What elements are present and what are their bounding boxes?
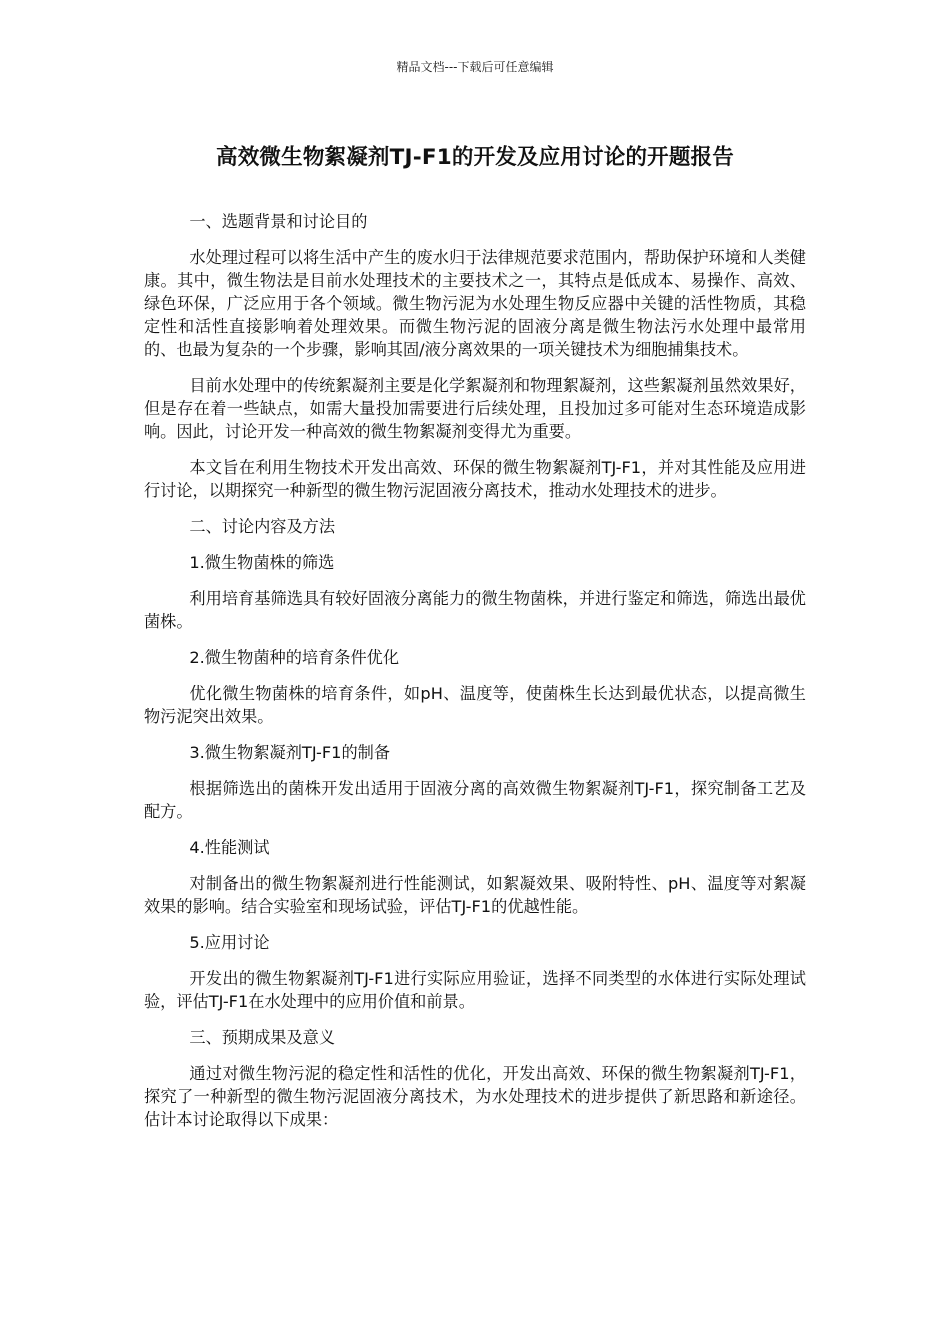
paragraph: 对制备出的微生物絮凝剂进行性能测试，如絮凝效果、吸附特性、pH、温度等对絮凝效果的影响。结合实验室和现场试验，评估TJ-F1的优越性能。: [144, 874, 806, 916]
section-heading-3: 三、预期成果及意义: [189, 1028, 336, 1047]
paragraph: 水处理过程可以将生活中产生的废水归于法律规范要求范围内，帮助保护环境和人类健康。其中，微生物法是目前水处理技术的主要技术之一，其特点是低成本、易操作、高效、绿色环保，广泛应用于各个领域。微生物污泥为水处理生物反应器中关键的活性物质，其稳定性和活性直接影响着处理效果。而微生物污泥的固液分离是微生物法污水处理中最常用的、也最为复杂的一个步骤，影响其固/液分离效果的一项关键技术为细胞捕集技术。: [144, 248, 806, 359]
section-heading-1: 一、选题背景和讨论目的: [189, 212, 368, 231]
subsection-heading: 2.微生物菌种的培育条件优化: [189, 648, 400, 667]
subsection-heading: 5.应用讨论: [189, 933, 270, 952]
document-body: [144, 210, 806, 1144]
document-title: 高效微生物絮凝剂TJ-F1的开发及应用讨论的开题报告: [216, 145, 734, 170]
paragraph: 根据筛选出的菌株开发出适用于固液分离的高效微生物絮凝剂TJ-F1，探究制备工艺及配方。: [144, 779, 806, 821]
subsection-heading: 3.微生物絮凝剂TJ-F1的制备: [189, 743, 391, 762]
page-header: 精品文档---下载后可任意编辑: [396, 60, 554, 74]
paragraph: 本文旨在利用生物技术开发出高效、环保的微生物絮凝剂TJ-F1，并对其性能及应用进行讨论，以期探究一种新型的微生物污泥固液分离技术，推动水处理技术的进步。: [144, 458, 806, 500]
paragraph: 目前水处理中的传统絮凝剂主要是化学絮凝剂和物理絮凝剂，这些絮凝剂虽然效果好，但是存在着一些缺点，如需大量投加需要进行后续处理，且投加过多可能对生态环境造成影响。因此，讨论开发一种高效的微生物絮凝剂变得尤为重要。: [144, 376, 806, 441]
subsection-heading: 1.微生物菌株的筛选: [189, 553, 335, 572]
paragraph: 开发出的微生物絮凝剂TJ-F1进行实际应用验证，选择不同类型的水体进行实际处理试验，评估TJ-F1在水处理中的应用价值和前景。: [144, 969, 806, 1011]
paragraph: 利用培育基筛选具有较好固液分离能力的微生物菌株，并进行鉴定和筛选，筛选出最优菌株。: [144, 589, 806, 631]
subsection-heading: 4.性能测试: [189, 838, 270, 857]
paragraph: 通过对微生物污泥的稳定性和活性的优化，开发出高效、环保的微生物絮凝剂TJ-F1，探究了一种新型的微生物污泥固液分离技术，为水处理技术的进步提供了新思路和新途径。估计本讨论取得以下成果：: [144, 1064, 806, 1129]
section-heading-2: 二、讨论内容及方法: [189, 517, 336, 536]
paragraph: 优化微生物菌株的培育条件，如pH、温度等，使菌株生长达到最优状态，以提高微生物污泥突出效果。: [144, 684, 806, 726]
